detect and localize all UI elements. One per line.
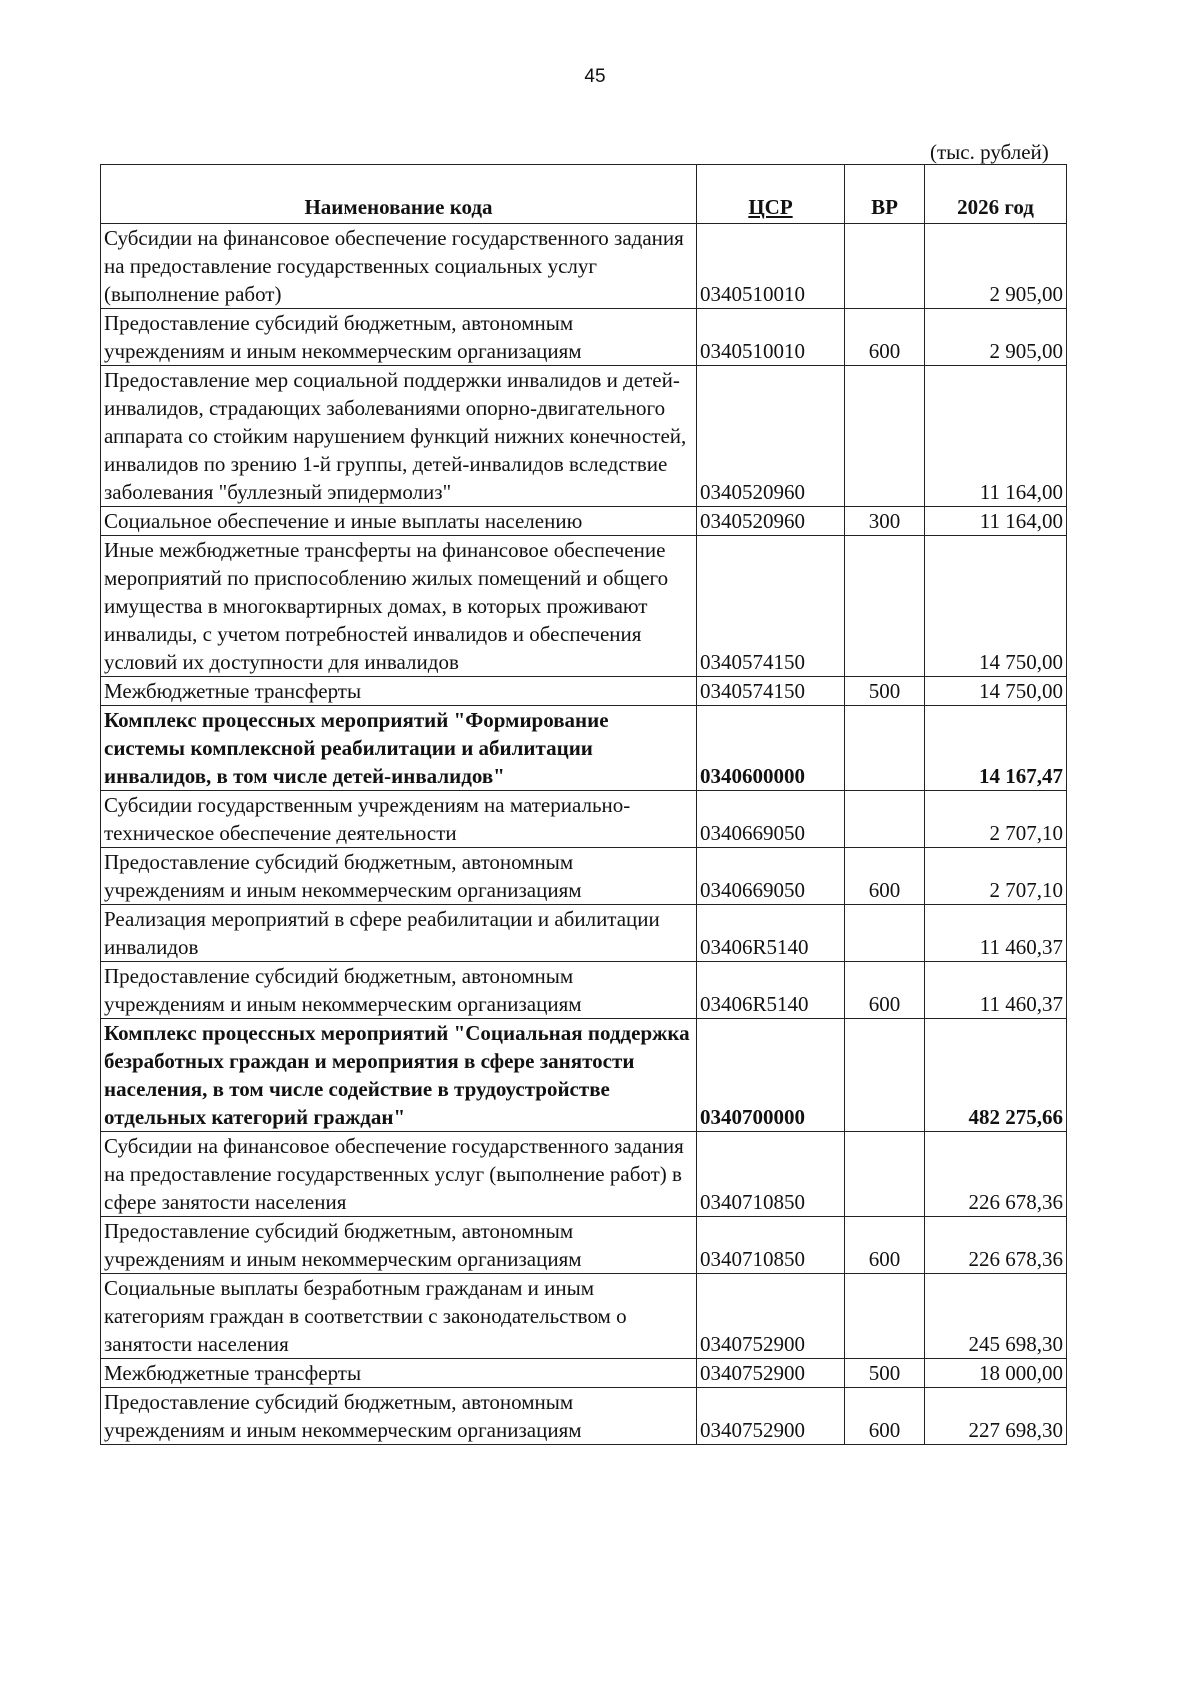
cell-name: Комплекс процессных мероприятий "Социальная поддержка безработных граждан и мероприятия в сфере занятости населения, в том числе содействие в трудоустройстве отдельных категорий граждан" (101, 1019, 697, 1132)
budget-table (100, 164, 1067, 1445)
cell-sum: 2 905,00 (925, 309, 1067, 366)
cell-sum: 2 707,10 (925, 848, 1067, 905)
cell-code: 0340752900 (697, 1388, 845, 1445)
cell-code: 0340520960 (697, 507, 845, 536)
header-name: Наименование кода (101, 165, 697, 224)
cell-vr: 500 (845, 1359, 925, 1388)
cell-vr (845, 791, 925, 848)
table-row (101, 677, 1067, 706)
cell-sum: 226 678,36 (925, 1132, 1067, 1217)
cell-vr (845, 366, 925, 507)
table-row (101, 1274, 1067, 1359)
cell-code: 0340600000 (697, 706, 845, 791)
cell-code: 0340669050 (697, 791, 845, 848)
cell-code: 03406R5140 (697, 962, 845, 1019)
cell-name: Субсидии государственным учреждениям на материально-техническое обеспечение деятельности (101, 791, 697, 848)
cell-code: 0340669050 (697, 848, 845, 905)
cell-name: Межбюджетные трансферты (101, 677, 697, 706)
units-label: (тыс. рублей) (930, 140, 1049, 164)
cell-vr (845, 905, 925, 962)
cell-name: Предоставление субсидий бюджетным, автономным учреждениям и иным некоммерческим организациям (101, 1217, 697, 1274)
cell-code: 0340574150 (697, 536, 845, 677)
table-row (101, 706, 1067, 791)
cell-vr (845, 224, 925, 309)
table-row (101, 905, 1067, 962)
cell-name: Иные межбюджетные трансферты на финансовое обеспечение мероприятий по приспособлению жилых помещений и общего имущества в многоквартирных домах, в которых проживают инвалиды, с учетом потребностей инвалидов и обеспечения условий их доступности для инвалидов (101, 536, 697, 677)
cell-sum: 482 275,66 (925, 1019, 1067, 1132)
cell-vr (845, 1274, 925, 1359)
cell-name: Реализация мероприятий в сфере реабилитации и абилитации инвалидов (101, 905, 697, 962)
cell-code: 0340700000 (697, 1019, 845, 1132)
header-year: 2026 год (925, 165, 1067, 224)
cell-sum: 245 698,30 (925, 1274, 1067, 1359)
cell-sum: 18 000,00 (925, 1359, 1067, 1388)
cell-sum: 14 167,47 (925, 706, 1067, 791)
cell-name: Социальные выплаты безработным гражданам и иным категориям граждан в соответствии с законодательством о занятости населения (101, 1274, 697, 1359)
cell-code: 0340752900 (697, 1274, 845, 1359)
cell-vr: 500 (845, 677, 925, 706)
cell-name: Субсидии на финансовое обеспечение государственного задания на предоставление государственных услуг (выполнение работ) в сфере занятости населения (101, 1132, 697, 1217)
cell-vr (845, 1132, 925, 1217)
cell-vr: 300 (845, 507, 925, 536)
page-number: 45 (584, 66, 606, 87)
cell-name: Предоставление субсидий бюджетным, автономным учреждениям и иным некоммерческим организациям (101, 1388, 697, 1445)
table-row (101, 224, 1067, 309)
table-row (101, 1388, 1067, 1445)
cell-vr (845, 1019, 925, 1132)
cell-sum: 11 460,37 (925, 905, 1067, 962)
cell-sum: 11 164,00 (925, 507, 1067, 536)
cell-code: 0340574150 (697, 677, 845, 706)
table-row (101, 309, 1067, 366)
cell-code: 0340710850 (697, 1132, 845, 1217)
cell-code: 0340510010 (697, 309, 845, 366)
cell-name: Межбюджетные трансферты (101, 1359, 697, 1388)
cell-code: 0340752900 (697, 1359, 845, 1388)
cell-vr: 600 (845, 1217, 925, 1274)
cell-vr: 600 (845, 1388, 925, 1445)
cell-sum: 226 678,36 (925, 1217, 1067, 1274)
cell-sum: 2 905,00 (925, 224, 1067, 309)
table-row (101, 1019, 1067, 1132)
cell-name: Субсидии на финансовое обеспечение государственного задания на предоставление государственных социальных услуг (выполнение работ) (101, 224, 697, 309)
cell-code: 0340510010 (697, 224, 845, 309)
cell-code: 03406R5140 (697, 905, 845, 962)
table-row (101, 507, 1067, 536)
cell-name: Предоставление субсидий бюджетным, автономным учреждениям и иным некоммерческим организациям (101, 962, 697, 1019)
cell-name: Социальное обеспечение и иные выплаты населению (101, 507, 697, 536)
cell-sum: 2 707,10 (925, 791, 1067, 848)
cell-name: Предоставление субсидий бюджетным, автономным учреждениям и иным некоммерческим организациям (101, 848, 697, 905)
table-row (101, 366, 1067, 507)
table-row (101, 1132, 1067, 1217)
table-row (101, 536, 1067, 677)
header-row (101, 165, 1067, 224)
cell-name: Предоставление субсидий бюджетным, автономным учреждениям и иным некоммерческим организациям (101, 309, 697, 366)
cell-sum: 227 698,30 (925, 1388, 1067, 1445)
header-code: ЦСР (697, 165, 845, 224)
cell-vr: 600 (845, 848, 925, 905)
cell-name: Комплекс процессных мероприятий "Формирование системы комплексной реабилитации и абилитации инвалидов, в том числе детей-инвалидов" (101, 706, 697, 791)
cell-sum: 14 750,00 (925, 536, 1067, 677)
cell-vr (845, 706, 925, 791)
cell-vr: 600 (845, 309, 925, 366)
table-row (101, 1359, 1067, 1388)
cell-code: 0340520960 (697, 366, 845, 507)
table-row (101, 848, 1067, 905)
cell-sum: 14 750,00 (925, 677, 1067, 706)
cell-vr (845, 536, 925, 677)
table-row (101, 791, 1067, 848)
cell-code: 0340710850 (697, 1217, 845, 1274)
cell-sum: 11 460,37 (925, 962, 1067, 1019)
cell-vr: 600 (845, 962, 925, 1019)
table-row (101, 1217, 1067, 1274)
cell-sum: 11 164,00 (925, 366, 1067, 507)
cell-name: Предоставление мер социальной поддержки инвалидов и детей-инвалидов, страдающих заболеваниями опорно-двигательного аппарата со стойким нарушением функций нижних конечностей, инвалидов по зрению 1-й группы, детей-инвалидов вследствие заболевания "буллезный эпидермолиз" (101, 366, 697, 507)
header-vr: ВР (845, 165, 925, 224)
table-row (101, 962, 1067, 1019)
